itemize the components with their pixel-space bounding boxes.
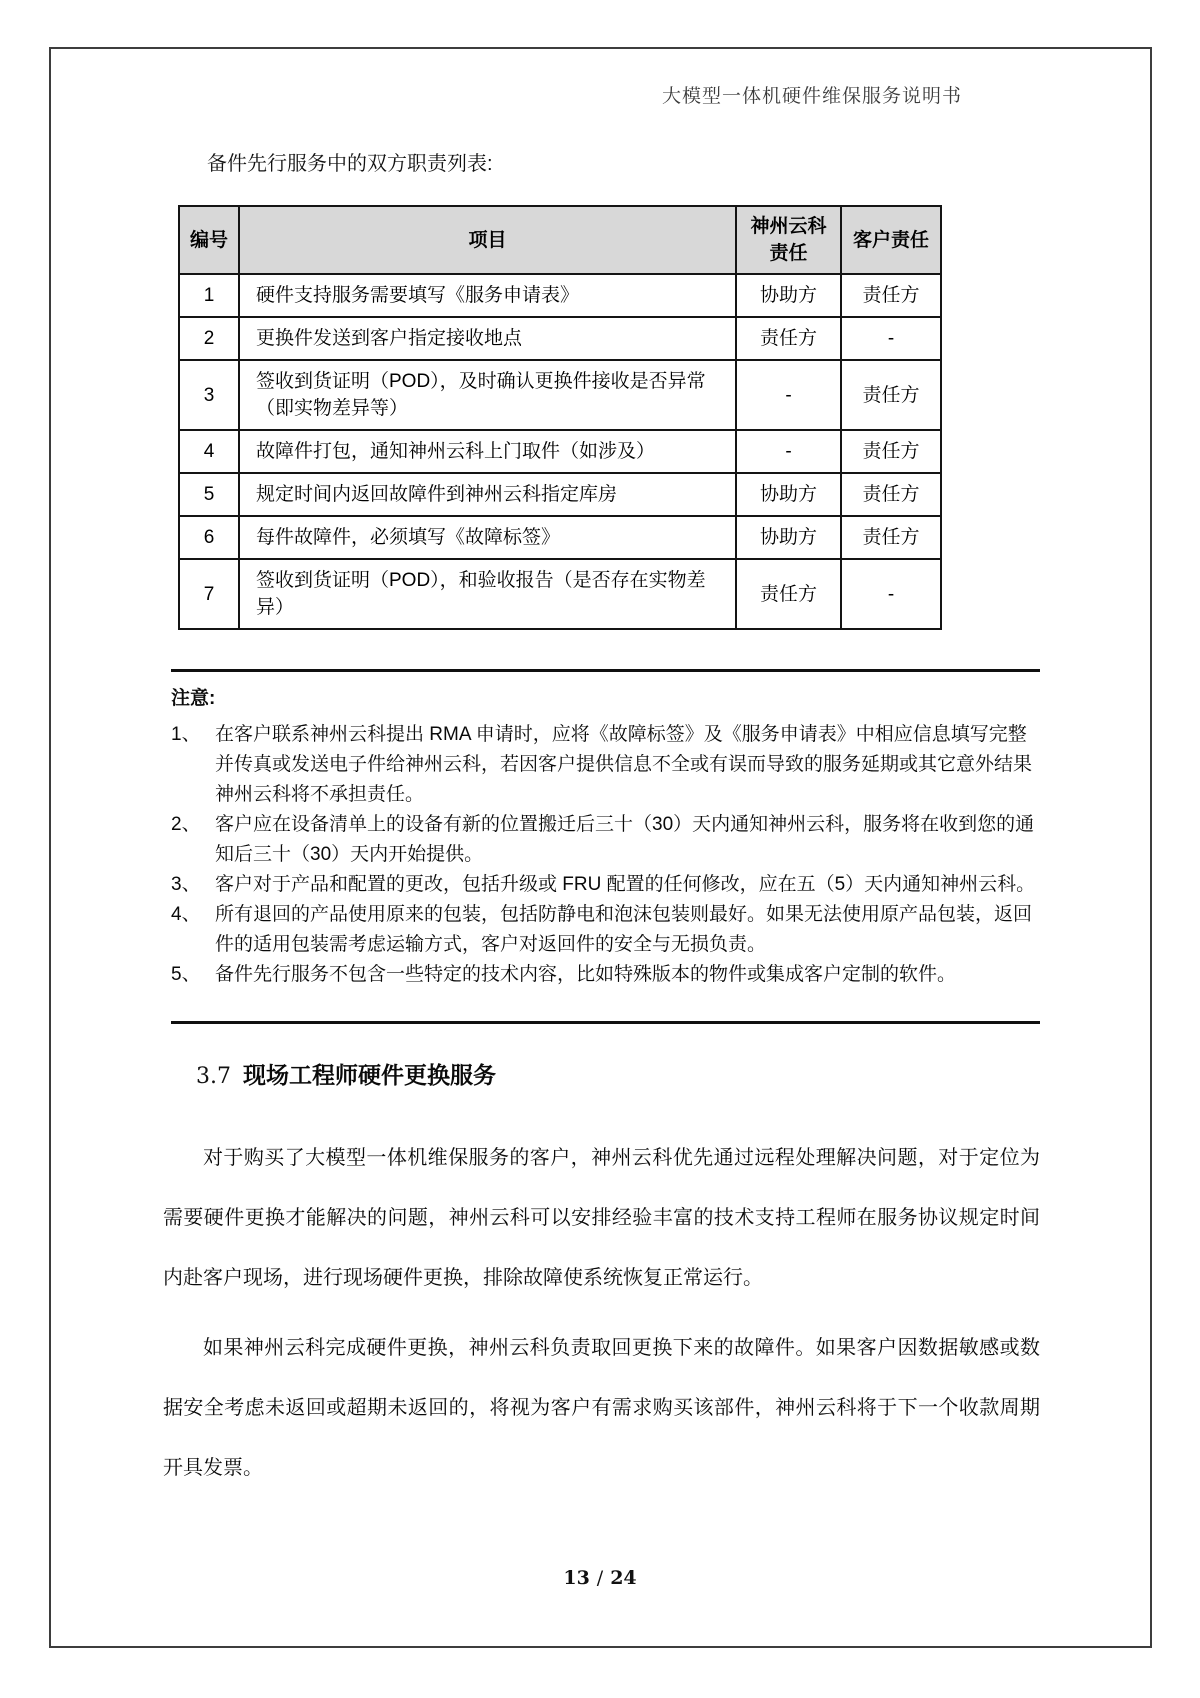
note-item: [171, 900, 1043, 960]
note-item: [171, 870, 1043, 900]
cell-no: 1: [179, 274, 239, 317]
cell-dc: 责任方: [736, 559, 841, 629]
cell-dc: 协助方: [736, 274, 841, 317]
cell-item: 更换件发送到客户指定接收地点: [239, 317, 736, 360]
cell-no: 7: [179, 559, 239, 629]
table-row: [179, 516, 941, 559]
note-text: 客户对于产品和配置的更改，包括升级或 FRU 配置的任何修改，应在五（5）天内通知神州云科。: [215, 874, 1036, 895]
cell-customer: 责任方: [841, 360, 941, 430]
horizontal-rule-top: [171, 669, 1040, 672]
note-marker: 3、: [171, 874, 201, 895]
table-intro-text: 备件先行服务中的双方职责列表:: [207, 153, 493, 175]
section-heading: [196, 1057, 496, 1090]
paragraph: 对于购买了大模型一体机维保服务的客户，神州云科优先通过远程处理解决问题，对于定位为需要硬件更换才能解决的问题，神州云科可以安排经验丰富的技术支持工程师在服务协议规定时间内赴客户现场，进行现场硬件更换，排除故障使系统恢复正常运行。: [163, 1147, 1040, 1289]
cell-customer: 责任方: [841, 473, 941, 516]
note-text: 在客户联系神州云科提出 RMA 申请时，应将《故障标签》及《服务申请表》中相应信息填写完整并传真或发送电子件给神州云科，若因客户提供信息不全或有误而导致的服务延期或其它意外结果神州云科将不承担责任。: [215, 724, 1033, 805]
document-header-title: 大模型一体机硬件维保服务说明书: [661, 85, 962, 107]
page-number: [0, 1567, 1200, 1589]
note-text: 备件先行服务不包含一些特定的技术内容，比如特殊版本的物件或集成客户定制的软件。: [215, 964, 957, 985]
cell-customer: 责任方: [841, 430, 941, 473]
note-item: [171, 720, 1043, 810]
cell-item: 签收到货证明（POD），及时确认更换件接收是否异常（即实物差异等）: [239, 360, 736, 430]
table-row: [179, 559, 941, 629]
page-separator: /: [596, 1567, 604, 1589]
page-current: 13: [563, 1567, 590, 1589]
cell-dc: 责任方: [736, 317, 841, 360]
section-title: 现场工程师硬件更换服务: [243, 1062, 496, 1088]
header-dc-line1: 神州云科: [750, 216, 827, 237]
table-row: [179, 317, 941, 360]
cell-item: 故障件打包，通知神州云科上门取件（如涉及）: [239, 430, 736, 473]
horizontal-rule-bottom: [171, 1021, 1040, 1024]
page-total: 24: [610, 1567, 637, 1589]
note-item: [171, 810, 1043, 870]
table-row: [179, 430, 941, 473]
body-text: [163, 1128, 1040, 1508]
cell-no: 6: [179, 516, 239, 559]
responsibility-table: [178, 205, 942, 630]
cell-dc: 协助方: [736, 516, 841, 559]
note-item: [171, 960, 1043, 990]
header-cell-item: 项目: [239, 206, 736, 274]
table-header-row: [179, 206, 941, 274]
cell-no: 5: [179, 473, 239, 516]
note-text: 客户应在设备清单上的设备有新的位置搬迁后三十（30）天内通知神州云科，服务将在收到您的通知后三十（30）天内开始提供。: [215, 814, 1035, 865]
cell-customer: 责任方: [841, 274, 941, 317]
header-cell-customer: 客户责任: [841, 206, 941, 274]
cell-item: 硬件支持服务需要填写《服务申请表》: [239, 274, 736, 317]
header-cell-no: 编号: [179, 206, 239, 274]
cell-no: 2: [179, 317, 239, 360]
table-row: [179, 360, 941, 430]
note-text: 所有退回的产品使用原来的包装，包括防静电和泡沫包装则最好。如果无法使用原产品包装，返回件的适用包装需考虑运输方式，客户对返回件的安全与无损负责。: [215, 904, 1033, 955]
cell-dc: -: [736, 360, 841, 430]
note-marker: 1、: [171, 724, 201, 745]
cell-dc: 协助方: [736, 473, 841, 516]
note-marker: 4、: [171, 904, 201, 925]
section-number: 3.7: [196, 1064, 231, 1089]
cell-dc: -: [736, 430, 841, 473]
cell-item: 规定时间内返回故障件到神州云科指定库房: [239, 473, 736, 516]
cell-item: 签收到货证明（POD），和验收报告（是否存在实物差异）: [239, 559, 736, 629]
note-marker: 5、: [171, 964, 201, 985]
cell-item: 每件故障件，必须填写《故障标签》: [239, 516, 736, 559]
notes-section: [171, 684, 1043, 990]
paragraph: 如果神州云科完成硬件更换，神州云科负责取回更换下来的故障件。如果客户因数据敏感或数据安全考虑未返回或超期未返回的，将视为客户有需求购买该部件，神州云科将于下一个收款周期开具发票。: [163, 1337, 1040, 1479]
cell-no: 4: [179, 430, 239, 473]
table-row: [179, 274, 941, 317]
cell-no: 3: [179, 360, 239, 430]
cell-customer: 责任方: [841, 516, 941, 559]
cell-customer: -: [841, 559, 941, 629]
note-marker: 2、: [171, 814, 201, 835]
header-dc-line2: 责任: [769, 243, 808, 264]
notes-label: 注意:: [171, 688, 216, 709]
cell-customer: -: [841, 317, 941, 360]
header-cell-dc: [736, 206, 841, 274]
table-row: [179, 473, 941, 516]
